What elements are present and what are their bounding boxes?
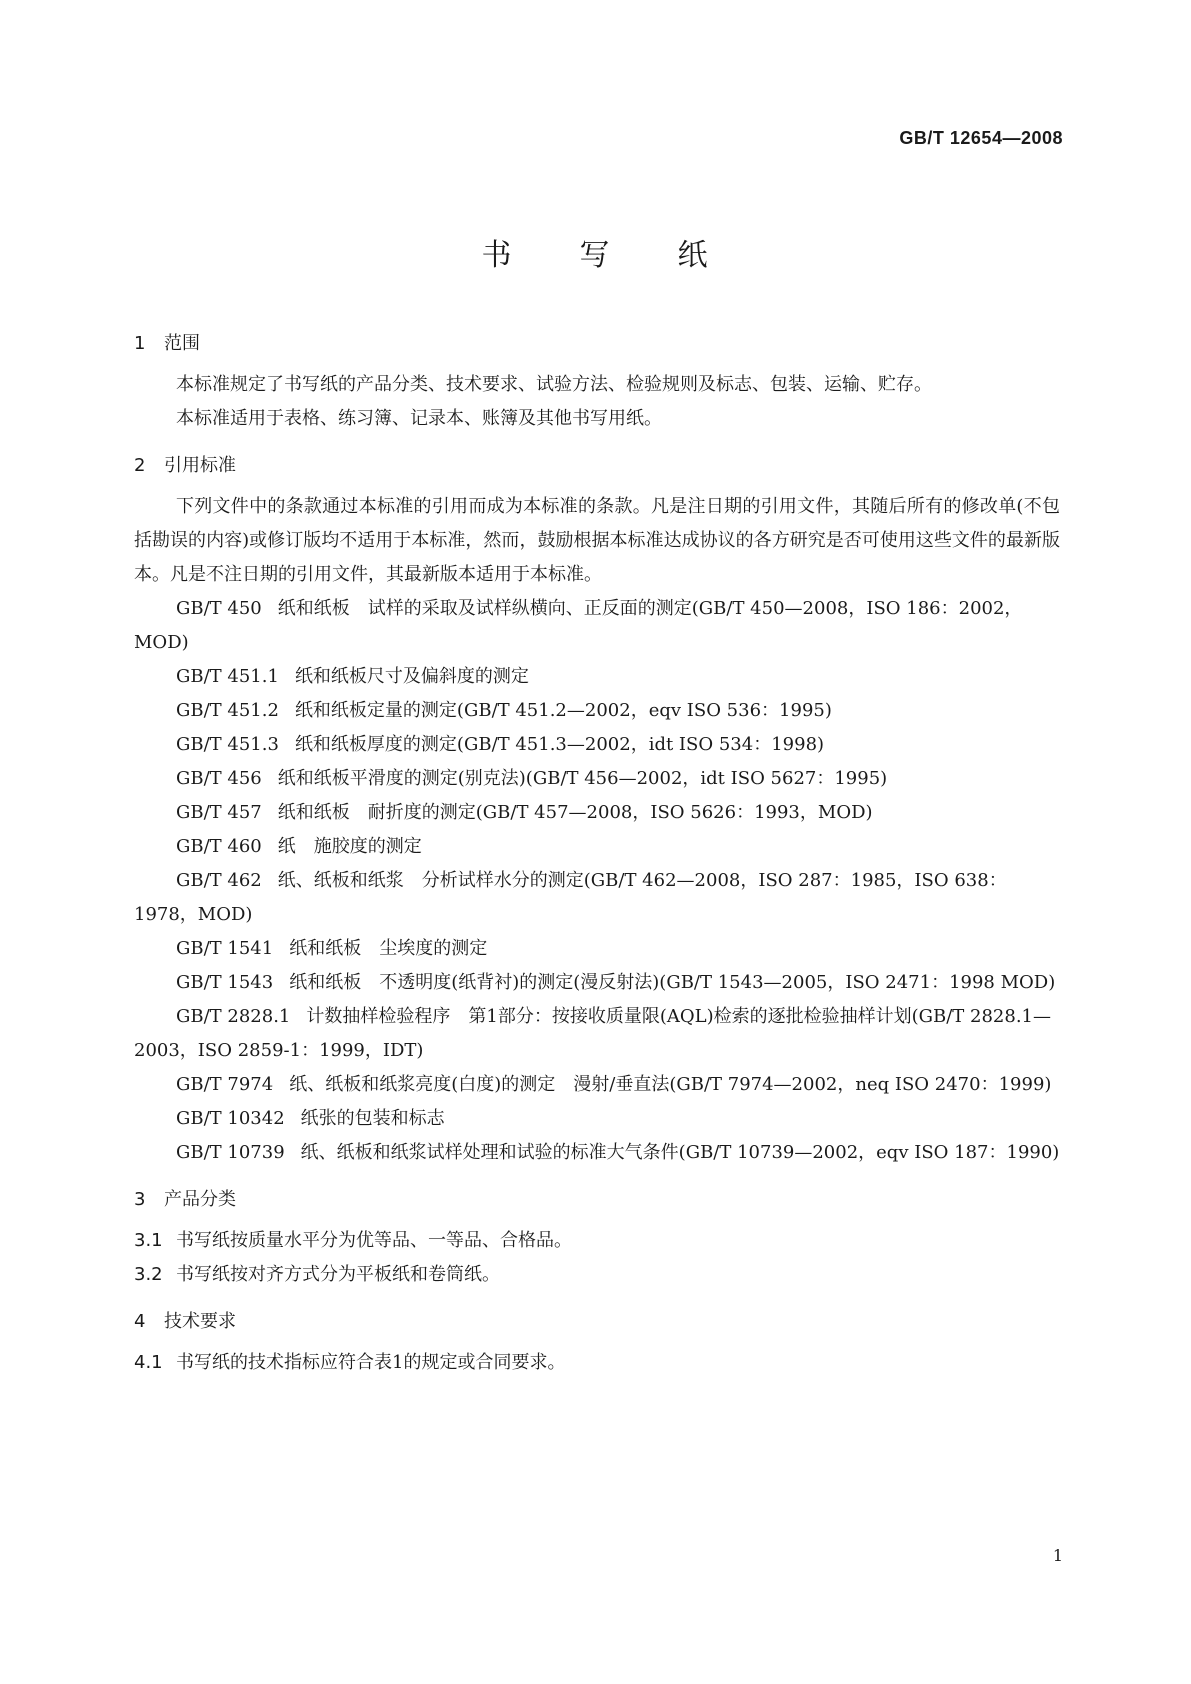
reference-item <box>134 864 1060 932</box>
clause-number: 4.1 <box>134 1352 163 1373</box>
reference-text: 纸和纸板 试样的采取及试样纵横向、正反面的测定(GB/T 450—2008，ISO 186：2002，MOD) <box>134 598 1023 653</box>
section-title: 产品分类 <box>164 1189 236 1210</box>
standard-number: GB/T 12654—2008 <box>899 128 1063 148</box>
reference-item <box>134 830 1060 864</box>
section-title: 范围 <box>164 333 200 354</box>
reference-code: GB/T 451.3 <box>176 734 279 755</box>
clause <box>134 1258 1060 1292</box>
reference-code: GB/T 10739 <box>176 1142 285 1163</box>
reference-text: 纸和纸板 不透明度(纸背衬)的测定(漫反射法)(GB/T 1543—2005，ISO 2471：1998 MOD) <box>289 972 1056 993</box>
clause-text: 书写纸按质量水平分为优等品、一等品、合格品。 <box>176 1230 572 1251</box>
reference-code: GB/T 462 <box>176 870 262 891</box>
reference-text: 纸、纸板和纸浆试样处理和试验的标准大气条件(GB/T 10739—2002，eqv ISO 187：1990) <box>300 1142 1060 1163</box>
reference-code: GB/T 460 <box>176 836 262 857</box>
document-body <box>134 328 1060 1380</box>
section-heading <box>134 328 1060 360</box>
clause-number: 3.2 <box>134 1264 163 1285</box>
clause <box>134 1346 1060 1380</box>
section-heading <box>134 450 1060 482</box>
reference-text: 纸和纸板平滑度的测定(别克法)(GB/T 456—2002，idt ISO 5627：1995) <box>277 768 888 789</box>
reference-code: GB/T 1543 <box>176 972 274 993</box>
reference-item <box>134 932 1060 966</box>
reference-code: GB/T 457 <box>176 802 262 823</box>
section-title: 引用标准 <box>164 455 236 476</box>
title-char: 写 <box>579 238 612 273</box>
reference-code: GB/T 451.1 <box>176 666 279 687</box>
clause-number: 3.1 <box>134 1230 163 1251</box>
page-number: 1 <box>1052 1546 1063 1565</box>
section-number: 3 <box>134 1189 146 1210</box>
paragraph: 本标准规定了书写纸的产品分类、技术要求、试验方法、检验规则及标志、包装、运输、贮存。 <box>176 374 932 395</box>
section-number: 1 <box>134 333 146 354</box>
reference-code: GB/T 450 <box>176 598 262 619</box>
reference-text: 纸和纸板 尘埃度的测定 <box>289 938 488 959</box>
document-title <box>0 230 1191 274</box>
reference-text: 纸和纸板定量的测定(GB/T 451.2—2002，eqv ISO 536：1995) <box>294 700 832 721</box>
reference-item <box>134 1068 1060 1102</box>
reference-item <box>134 796 1060 830</box>
reference-code: GB/T 456 <box>176 768 262 789</box>
reference-code: GB/T 1541 <box>176 938 274 959</box>
reference-text: 纸张的包装和标志 <box>300 1108 445 1129</box>
reference-item <box>134 1000 1060 1068</box>
reference-code: GB/T 451.2 <box>176 700 279 721</box>
reference-text: 纸、纸板和纸浆 分析试样水分的测定(GB/T 462—2008，ISO 287：1985，ISO 638：1978，MOD) <box>134 870 1007 925</box>
reference-text: 纸、纸板和纸浆亮度(白度)的测定 漫射/垂直法(GB/T 7974—2002，neq ISO 2470：1999) <box>289 1074 1052 1095</box>
reference-item <box>134 762 1060 796</box>
title-char: 纸 <box>677 238 710 273</box>
reference-text: 纸和纸板尺寸及偏斜度的测定 <box>294 666 529 687</box>
clause-text: 书写纸按对齐方式分为平板纸和卷筒纸。 <box>176 1264 500 1285</box>
reference-item <box>134 592 1060 660</box>
paragraph: 本标准适用于表格、练习簿、记录本、账簿及其他书写用纸。 <box>176 408 662 429</box>
title-char: 书 <box>481 238 514 273</box>
section-number: 2 <box>134 455 146 476</box>
reference-code: GB/T 7974 <box>176 1074 274 1095</box>
reference-item <box>134 660 1060 694</box>
reference-item <box>134 728 1060 762</box>
section-title: 技术要求 <box>164 1311 236 1332</box>
section-number: 4 <box>134 1311 146 1332</box>
reference-text: 计数抽样检验程序 第1部分：按接收质量限(AQL)检索的逐批检验抽样计划(GB/T 2828.1—2003，ISO 2859-1：1999，IDT) <box>134 1006 1051 1061</box>
section-heading <box>134 1184 1060 1216</box>
reference-item <box>134 966 1060 1000</box>
reference-item <box>134 694 1060 728</box>
reference-code: GB/T 2828.1 <box>176 1006 291 1027</box>
clause <box>134 1224 1060 1258</box>
section-heading <box>134 1306 1060 1338</box>
paragraph: 下列文件中的条款通过本标准的引用而成为本标准的条款。凡是注日期的引用文件，其随后所有的修改单(不包括勘误的内容)或修订版均不适用于本标准，然而，鼓励根据本标准达成协议的各方研究是否可使用这些文件的最新版本。凡是不注日期的引用文件，其最新版本适用于本标准。 <box>134 496 1060 585</box>
reference-item <box>134 1136 1060 1170</box>
reference-text: 纸 施胶度的测定 <box>277 836 422 857</box>
clause-text: 书写纸的技术指标应符合表1的规定或合同要求。 <box>176 1352 566 1373</box>
reference-item <box>134 1102 1060 1136</box>
reference-text: 纸和纸板厚度的测定(GB/T 451.3—2002，idt ISO 534：1998) <box>294 734 825 755</box>
reference-code: GB/T 10342 <box>176 1108 285 1129</box>
reference-text: 纸和纸板 耐折度的测定(GB/T 457—2008，ISO 5626：1993，MOD) <box>277 802 873 823</box>
